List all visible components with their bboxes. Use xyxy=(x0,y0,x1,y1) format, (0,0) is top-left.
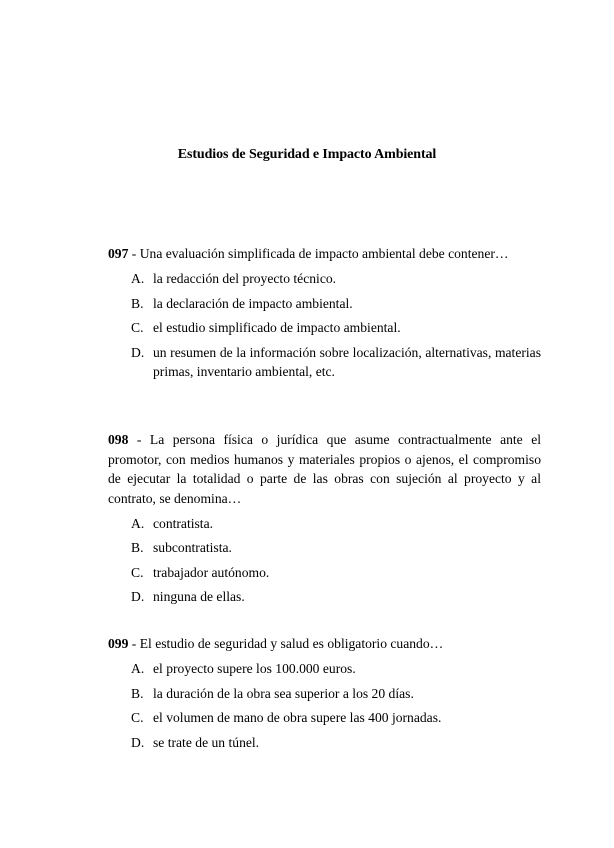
option-letter: D. xyxy=(131,589,145,604)
option-letter: B. xyxy=(131,295,144,311)
question-098 xyxy=(108,430,541,606)
question-separator: - xyxy=(128,246,140,261)
answer-option-a[interactable] xyxy=(108,514,541,533)
option-letter: A. xyxy=(131,661,145,676)
answer-option-b[interactable] xyxy=(108,294,541,313)
document-title: Estudios de Seguridad e Impacto Ambiental xyxy=(177,147,437,162)
question-stem xyxy=(108,634,541,654)
answer-option-a[interactable] xyxy=(108,269,541,288)
question-stem xyxy=(108,244,541,264)
option-text: contratista. xyxy=(153,515,214,531)
option-text: el proyecto supere los 100.000 euros. xyxy=(153,661,356,676)
option-text: un resumen de la información sobre localización, alternativas, materias primas, inventario ambiental, etc. xyxy=(153,344,541,379)
option-letter: D. xyxy=(131,344,145,360)
question-text: El estudio de seguridad y salud es obligatorio cuando… xyxy=(139,636,444,651)
option-letter: C. xyxy=(131,564,144,580)
answer-option-d[interactable] xyxy=(108,587,541,606)
option-text: trabajador autónomo. xyxy=(153,564,270,580)
answer-options xyxy=(108,659,541,752)
question-number: 098 xyxy=(108,432,129,447)
option-text: subcontratista. xyxy=(153,540,232,555)
question-097 xyxy=(108,244,541,381)
option-letter: C. xyxy=(131,710,144,725)
answer-option-b[interactable] xyxy=(108,538,541,557)
question-separator: - xyxy=(128,636,140,651)
option-text: la declaración de impacto ambiental. xyxy=(153,295,353,311)
option-letter: B. xyxy=(131,540,144,555)
option-text: el estudio simplificado de impacto ambiental. xyxy=(153,320,401,335)
question-number: 099 xyxy=(108,636,129,651)
option-text: el volumen de mano de obra supere las 400 jornadas. xyxy=(153,710,442,725)
answer-option-d[interactable] xyxy=(108,343,541,381)
answer-option-b[interactable] xyxy=(108,684,541,703)
question-text: Una evaluación simplificada de impacto ambiental debe contener… xyxy=(139,246,509,261)
option-letter: A. xyxy=(131,515,145,531)
answer-option-c[interactable] xyxy=(108,318,541,337)
option-text: la duración de la obra sea superior a los 20 días. xyxy=(153,685,414,701)
answer-option-c[interactable] xyxy=(108,563,541,582)
answer-option-c[interactable] xyxy=(108,708,541,727)
answer-option-d[interactable] xyxy=(108,733,541,752)
option-letter: C. xyxy=(131,320,144,335)
question-text: La persona física o jurídica que asume contractualmente ante el promotor, con medios humanos y materiales propios o ajenos, el compromiso de ejecutar la totalidad o parte de las obras con sujeción al proyecto y al contrato, se denomina… xyxy=(108,432,541,506)
answer-option-a[interactable] xyxy=(108,659,541,678)
question-number: 097 xyxy=(108,246,129,261)
option-letter: A. xyxy=(131,271,145,286)
answer-options xyxy=(108,269,541,381)
option-text: la redacción del proyecto técnico. xyxy=(153,271,337,286)
question-099 xyxy=(108,634,541,752)
option-text: ninguna de ellas. xyxy=(153,589,245,604)
answer-options xyxy=(108,514,541,607)
question-stem xyxy=(108,430,541,508)
option-text: se trate de un túnel. xyxy=(153,734,260,750)
question-separator: - xyxy=(128,432,150,447)
option-letter: B. xyxy=(131,685,144,701)
option-letter: D. xyxy=(131,734,145,750)
